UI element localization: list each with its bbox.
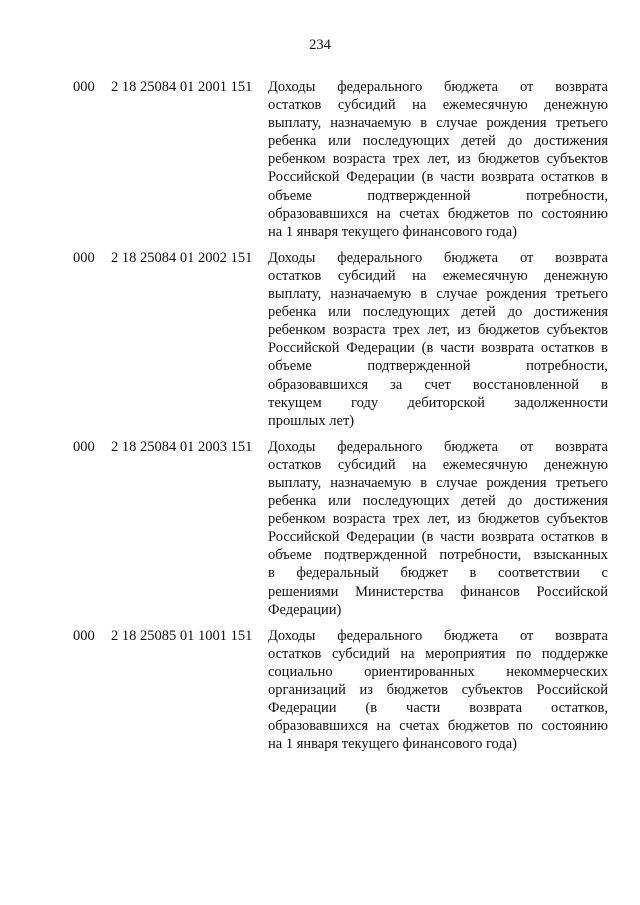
description-line: Российской Федерации (в части возврата остатков в xyxy=(268,529,608,546)
description-line: ребенком возраста трех лет, из бюджетов субъектов xyxy=(268,511,608,528)
budget-classification-code: 2 18 25084 01 2001 151 xyxy=(111,79,253,95)
description-line: на 1 января текущего финансового года) xyxy=(268,736,517,753)
budget-code-table xyxy=(73,78,613,761)
description-line: выплату, назначаемую в случае рождения третьего xyxy=(268,286,608,303)
income-description xyxy=(268,78,608,241)
budget-classification-code: 2 18 25085 01 1001 151 xyxy=(111,627,253,644)
table-row xyxy=(73,627,613,754)
table-row xyxy=(73,438,613,619)
table-row xyxy=(73,249,613,430)
description-line: ребенка или последующих детей до достижения xyxy=(268,493,608,510)
description-line: остатков субсидий на ежемесячную денежную xyxy=(268,267,608,284)
page-number: 234 xyxy=(309,37,331,53)
description-line: ребенком возраста трех лет, из бюджетов субъектов xyxy=(268,322,608,339)
description-line: остатков субсидий на мероприятия по поддержке xyxy=(268,645,608,662)
description-line: образовавшихся за счет восстановленной в xyxy=(268,376,608,393)
description-line: Доходы федерального бюджета от возврата xyxy=(268,627,608,644)
description-line: выплату, назначаемую в случае рождения третьего xyxy=(268,474,608,491)
description-line: Российской Федерации (в части возврата остатков в xyxy=(268,340,608,357)
income-description xyxy=(268,627,608,754)
description-line: прошлых лет) xyxy=(268,412,355,429)
admin-code: 000 xyxy=(73,79,95,95)
description-line: образовавшихся на счетах бюджетов по состоянию xyxy=(268,205,608,222)
description-line: Доходы федерального бюджета от возврата xyxy=(268,249,608,266)
description-line: Федерации) xyxy=(268,601,342,618)
description-line: организаций из бюджетов субъектов Российской xyxy=(268,682,608,698)
description-line: Федерации (в части возврата остатков, xyxy=(268,700,608,717)
description-line: Доходы федерального бюджета от возврата xyxy=(268,438,608,455)
description-line: остатков субсидий на ежемесячную денежную xyxy=(268,97,608,114)
budget-classification-code: 2 18 25084 01 2002 151 xyxy=(111,249,253,266)
description-line: объеме подтвержденной потребности, взысканных xyxy=(268,547,608,564)
admin-code: 000 xyxy=(73,249,95,266)
description-line: Доходы федерального бюджета от возврата xyxy=(268,79,608,95)
description-line: решениями Министерства финансов Российской xyxy=(268,583,608,600)
description-line: на 1 января текущего финансового года) xyxy=(268,223,517,240)
description-line: объеме подтвержденной потребности, xyxy=(268,358,608,375)
description-line: ребенком возраста трех лет, из бюджетов субъектов xyxy=(268,151,608,168)
description-line: объеме подтвержденной потребности, xyxy=(268,187,608,204)
description-line: ребенка или последующих детей до достижения xyxy=(268,304,608,321)
description-line: социально ориентированных некоммерческих xyxy=(268,663,608,680)
admin-code: 000 xyxy=(73,438,95,455)
admin-code: 000 xyxy=(73,627,95,644)
description-line: Российской Федерации (в части возврата остатков в xyxy=(268,169,608,186)
budget-classification-code: 2 18 25084 01 2003 151 xyxy=(111,438,253,455)
description-line: образовавшихся на счетах бюджетов по состоянию xyxy=(268,718,608,735)
table-row xyxy=(73,78,613,241)
income-description xyxy=(268,249,608,430)
description-line: выплату, назначаемую в случае рождения третьего xyxy=(268,115,608,132)
description-line: остатков субсидий на ежемесячную денежную xyxy=(268,456,608,473)
income-description xyxy=(268,438,608,619)
description-line: ребенка или последующих детей до достижения xyxy=(268,133,608,150)
description-line: текущем году дебиторской задолженности xyxy=(268,394,608,411)
description-line: в федеральный бюджет в соответствии с xyxy=(268,565,608,582)
